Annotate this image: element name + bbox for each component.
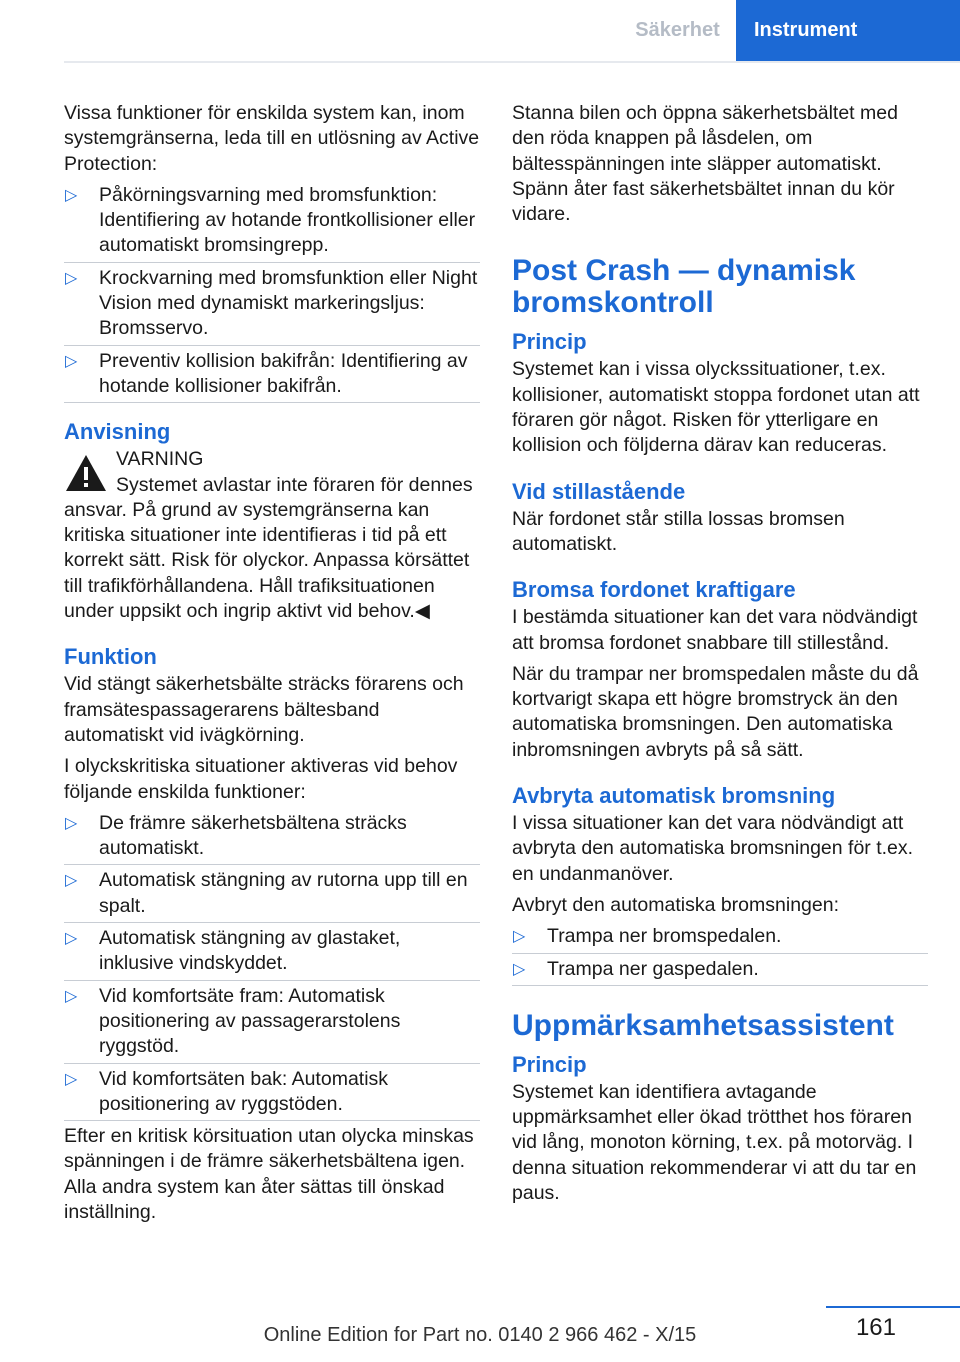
crash-functions-list [64, 811, 480, 1117]
stillastaende-paragraph: När fordonet står stilla lossas bromsen automatiskt. [512, 507, 845, 555]
avbryta-heading: Avbryta automatisk bromsning [512, 783, 836, 809]
after-crash-paragraph: Efter en kritisk körsituation utan olycka minskas spänningen i de främre säkerhetsbältena igen. Alla andra system kan åter sättas till önskad inställning. [64, 1125, 474, 1223]
princip-paragraph: Systemet kan i vissa olyckssituationer, t.ex. kollisioner, automatiskt stoppa fordonet utan att föraren gör något. Risken för ytterligare en kollision och följderna därav kan reduceras. [512, 358, 920, 457]
list-item: ▷ Automatisk stängning av rutorna upp till en spalt. [64, 868, 480, 919]
avbryta-paragraph: I vissa situationer kan det vara nödvändigt att avbryta den automatiska bromsningen för t.ex. en undanmanöver. [512, 812, 914, 885]
active-protection-list [64, 183, 480, 399]
uppmarksamhet-heading: Uppmärksamhetsassistent [512, 1008, 894, 1042]
triangle-bullet-icon: ▷ [65, 1070, 78, 1088]
princip-paragraph: Systemet kan identifiera avtagande uppmärksamhet eller ökad trötthet hos föraren vid lång, monoton körning, t.ex. på motorväg. I denna situation rekommenderar vi att du tar en paus. [512, 1080, 917, 1205]
belt-release-paragraph: Stanna bilen och öppna säkerhetsbältet med den röda knappen på låsdelen, om bältesspänningen inte släpper automatiskt. Spänn åter fast säkerhetsbältet innan du kör vidare. [512, 102, 898, 226]
triangle-bullet-icon: ▷ [65, 814, 78, 832]
list-item: ▷ De främre säkerhetsbältena sträcks automatiskt. [64, 811, 480, 862]
list-item: ▷ Påkörningsvarning med bromsfunktion: Identifiering av hotande frontkollisioner eller automatiskt bromsingrepp. [64, 183, 480, 259]
page-number: 161 [855, 1314, 896, 1341]
footer-divider [826, 1306, 960, 1308]
post-crash-heading: Post Crash — dynamisk bromskontroll [512, 254, 856, 320]
stillastaende-heading: Vid stillastående [512, 478, 686, 504]
triangle-bullet-icon: ▷ [65, 186, 78, 204]
warning-block [64, 447, 480, 472]
intro-paragraph: Vissa funktioner för enskilda system kan, inom systemgränserna, leda till en utlösning av Active Protection: [64, 102, 480, 175]
princip-heading: Princip [512, 1051, 587, 1077]
edition-footer: Online Edition for Part no. 0140 2 966 462 - X/15 [263, 1324, 697, 1346]
triangle-bullet-icon: ▷ [513, 960, 526, 978]
right-column [512, 101, 928, 1212]
bromsa-paragraph: När du trampar ner bromspedalen måste du då kortvarigt skapa ett högre bromstryck än den automatiska bromsningen. Den automatiska inbromsningen avbryts på så sätt. [512, 662, 919, 761]
warning-title: VARNING [116, 448, 204, 471]
anvisning-heading: Anvisning [64, 419, 171, 445]
warning-triangle-icon [64, 453, 108, 493]
princip-heading: Princip [512, 329, 587, 355]
bromsa-paragraph: I bestämda situationer kan det vara nödvändigt att bromsa fordonet snabbare till stillestånd. [512, 606, 918, 654]
list-item: ▷ Vid komfortsäten bak: Automatisk positionering av ryggstöden. [64, 1067, 480, 1118]
funktion-paragraph: Vid stängt säkerhetsbälte sträcks förarens och framsätespassagerarens bältesband automatiskt vid ivägkörning. [64, 673, 464, 746]
list-item: ▷ Vid komfortsäte fram: Automatisk positionering av passagerarstolens ryggstöd. [64, 984, 480, 1060]
bromsa-heading: Bromsa fordonet kraftigare [512, 577, 796, 603]
triangle-bullet-icon: ▷ [65, 987, 78, 1005]
avbryta-paragraph: Avbryt den automatiska bromsningen: [512, 893, 839, 916]
tab-sakerhet[interactable]: Säkerhet [635, 19, 720, 41]
list-item: ▷ Krockvarning med bromsfunktion eller Night Vision med dynamiskt markeringsljus: Bromsservo. [64, 266, 480, 342]
triangle-bullet-icon: ▷ [513, 928, 526, 946]
funktion-heading: Funktion [64, 644, 157, 670]
warning-text: Systemet avlastar inte föraren för dennes ansvar. På grund av systemgränserna kan kritiska situationer inte identifieras i tid på ett korrekt sätt. Risk för olyckor. Anpassa körsättet till trafikförhållandena. Håll trafiksituationen under uppsikt och ingrip aktivt vid behov.◀ [64, 473, 473, 623]
triangle-bullet-icon: ▷ [65, 352, 78, 370]
list-item: ▷ Preventiv kollision bakifrån: Identifiering av hotande kollisioner bakifrån. [64, 349, 480, 400]
list-item: ▷ Trampa ner gaspedalen. [512, 957, 928, 982]
list-item: ▷ Automatisk stängning av glastaket, inklusive vindskyddet. [64, 926, 480, 977]
header-divider [64, 61, 960, 63]
list-item: ▷ Trampa ner bromspedalen. [512, 924, 928, 949]
triangle-bullet-icon: ▷ [65, 872, 78, 890]
left-column [64, 101, 480, 1231]
funktion-paragraph: I olyckskritiska situationer aktiveras vid behov följande enskilda funktioner: [64, 755, 458, 803]
tab-instrument[interactable]: Instrument [736, 0, 960, 61]
triangle-bullet-icon: ▷ [65, 269, 78, 287]
triangle-bullet-icon: ▷ [65, 930, 78, 948]
abort-braking-list [512, 924, 928, 982]
